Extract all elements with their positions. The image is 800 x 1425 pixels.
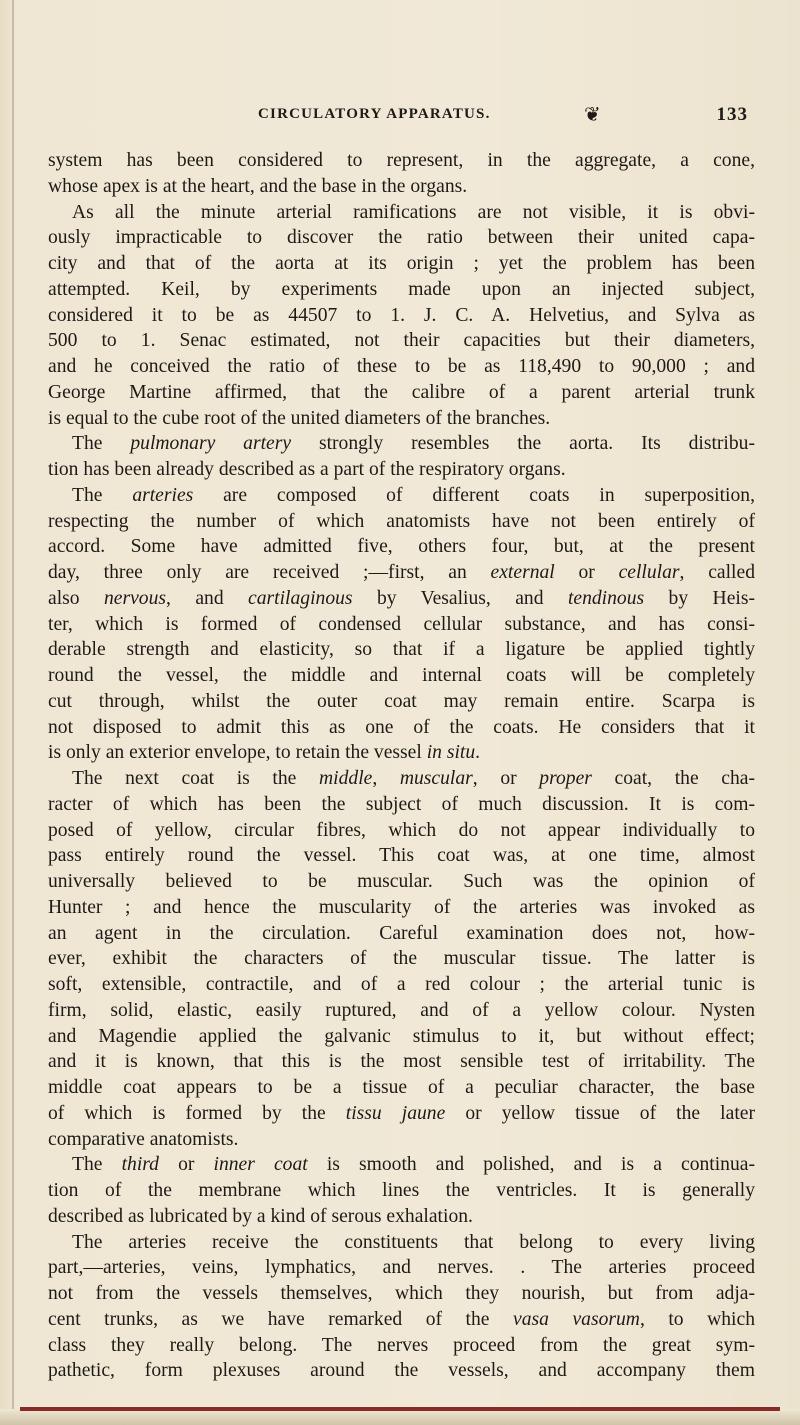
text-line: soft, extensible, contractile, and of a red colour ; the arterial tunic is (48, 974, 755, 995)
page-bottom-edge (0, 1409, 800, 1425)
text-line: tion of the membrane which lines the ventricles. It is generally (48, 1180, 755, 1201)
text-line: of which is formed by the tissu jaune or yellow tissue of the later (48, 1102, 755, 1124)
text-line: Hunter ; and hence the muscularity of the arteries was invoked as (48, 896, 755, 918)
paragraph-start: As all the minute arterial ramifications are not visible, it is obvi- (72, 201, 755, 223)
binding-gutter (12, 0, 14, 1425)
paragraph-start: The pulmonary artery strongly resembles the aorta. Its distribu- (72, 433, 755, 455)
text-line: is only an exterior envelope, to retain the vessel in situ. (48, 742, 481, 764)
text-line: pass entirely round the vessel. This coat was, at one time, almost (48, 845, 755, 867)
text-line: class they really belong. The nerves proceed from the great sym- (48, 1334, 755, 1356)
text-line: 500 to 1. Senac estimated, not their capacities but their diameters, (48, 330, 755, 352)
text-line: cent trunks, as we have remarked of the vasa vasorum, to which (48, 1308, 755, 1330)
text-line: part,—arteries, veins, lymphatics, and nerves. . The arteries proceed (48, 1257, 755, 1279)
ornament-icon: ❦ (584, 104, 601, 126)
text-line: also nervous, and cartilaginous by Vesalius, and tendinous by Heis- (48, 587, 755, 609)
text-line: ously impracticable to discover the ratio between their united capa- (48, 227, 755, 249)
text-line: posed of yellow, circular fibres, which do not appear individually to (48, 819, 755, 841)
text-line: ever, exhibit the characters of the muscular tissue. The latter is (48, 948, 755, 970)
text-line: day, three only are received ;—first, an external or cellular, called (48, 562, 755, 583)
text-line: pathetic, form plexuses around the vessels, and accompany them (48, 1360, 755, 1382)
page-number: 133 (716, 104, 748, 125)
running-head (258, 106, 748, 130)
text-line: whose apex is at the heart, and the base in the organs. (48, 175, 468, 197)
bottom-edge-stain (20, 1407, 780, 1411)
text-line: is equal to the cube root of the united diameters of the branches. (48, 407, 551, 429)
paragraph-start: The arteries receive the constituents that belong to every living (72, 1231, 755, 1253)
text-line: middle coat appears to be a tissue of a peculiar character, the base (48, 1077, 755, 1098)
text-line: system has been considered to represent, in the aggregate, a cone, (48, 150, 755, 171)
text-line: described as lubricated by a kind of serous exhalation. (48, 1205, 473, 1227)
text-line: not disposed to admit this as one of the coats. He considers that it (48, 716, 755, 738)
text-line: universally believed to be muscular. Such was the opinion of (48, 871, 755, 892)
text-line: respecting the number of which anatomists have not been entirely of (48, 510, 755, 532)
text-line: accord. Some have admitted five, others four, but, at the present (48, 536, 755, 558)
body-text (48, 148, 755, 1384)
text-line: cut through, whilst the outer coat may remain entire. Scarpa is (48, 690, 755, 712)
text-line: comparative anatomists. (48, 1128, 239, 1150)
text-line: considered it to be as 44507 to 1. J. C. A. Helvetius, and Sylva as (48, 304, 755, 326)
text-line: and he conceived the ratio of these to be as 118,490 to 90,000 ; and (48, 356, 755, 377)
text-line: an agent in the circulation. Careful examination does not, how- (48, 922, 755, 944)
text-line: George Martine affirmed, that the calibre of a parent arterial trunk (48, 381, 755, 403)
text-line: attempted. Keil, by experiments made upon an injected subject, (48, 278, 755, 300)
text-line: round the vessel, the middle and internal coats will be completely (48, 665, 755, 686)
paragraph-start: The next coat is the middle, muscular, or proper coat, the cha- (72, 768, 755, 789)
text-line: racter of which has been the subject of much discussion. It is com- (48, 793, 755, 815)
text-line: tion has been already described as a part of the respiratory organs. (48, 459, 566, 480)
text-line: city and that of the aorta at its origin ; yet the problem has been (48, 253, 755, 274)
text-line: derable strength and elasticity, so that if a ligature be applied tightly (48, 639, 755, 661)
text-line: and it is known, that this is the most sensible test of irritability. The (48, 1051, 755, 1073)
text-line: ter, which is formed of condensed cellular substance, and has consi- (48, 613, 755, 635)
paragraph-start: The arteries are composed of different coats in superposition, (72, 484, 755, 506)
paragraph-start: The third or inner coat is smooth and polished, and is a continua- (72, 1154, 755, 1176)
running-title: CIRCULATORY APPARATUS. (258, 106, 491, 122)
text-line: and Magendie applied the galvanic stimulus to it, but without effect; (48, 1025, 755, 1047)
text-line: not from the vessels themselves, which they nourish, but from adja- (48, 1283, 755, 1304)
text-line: firm, solid, elastic, easily ruptured, and of a yellow colour. Nysten (48, 999, 755, 1021)
